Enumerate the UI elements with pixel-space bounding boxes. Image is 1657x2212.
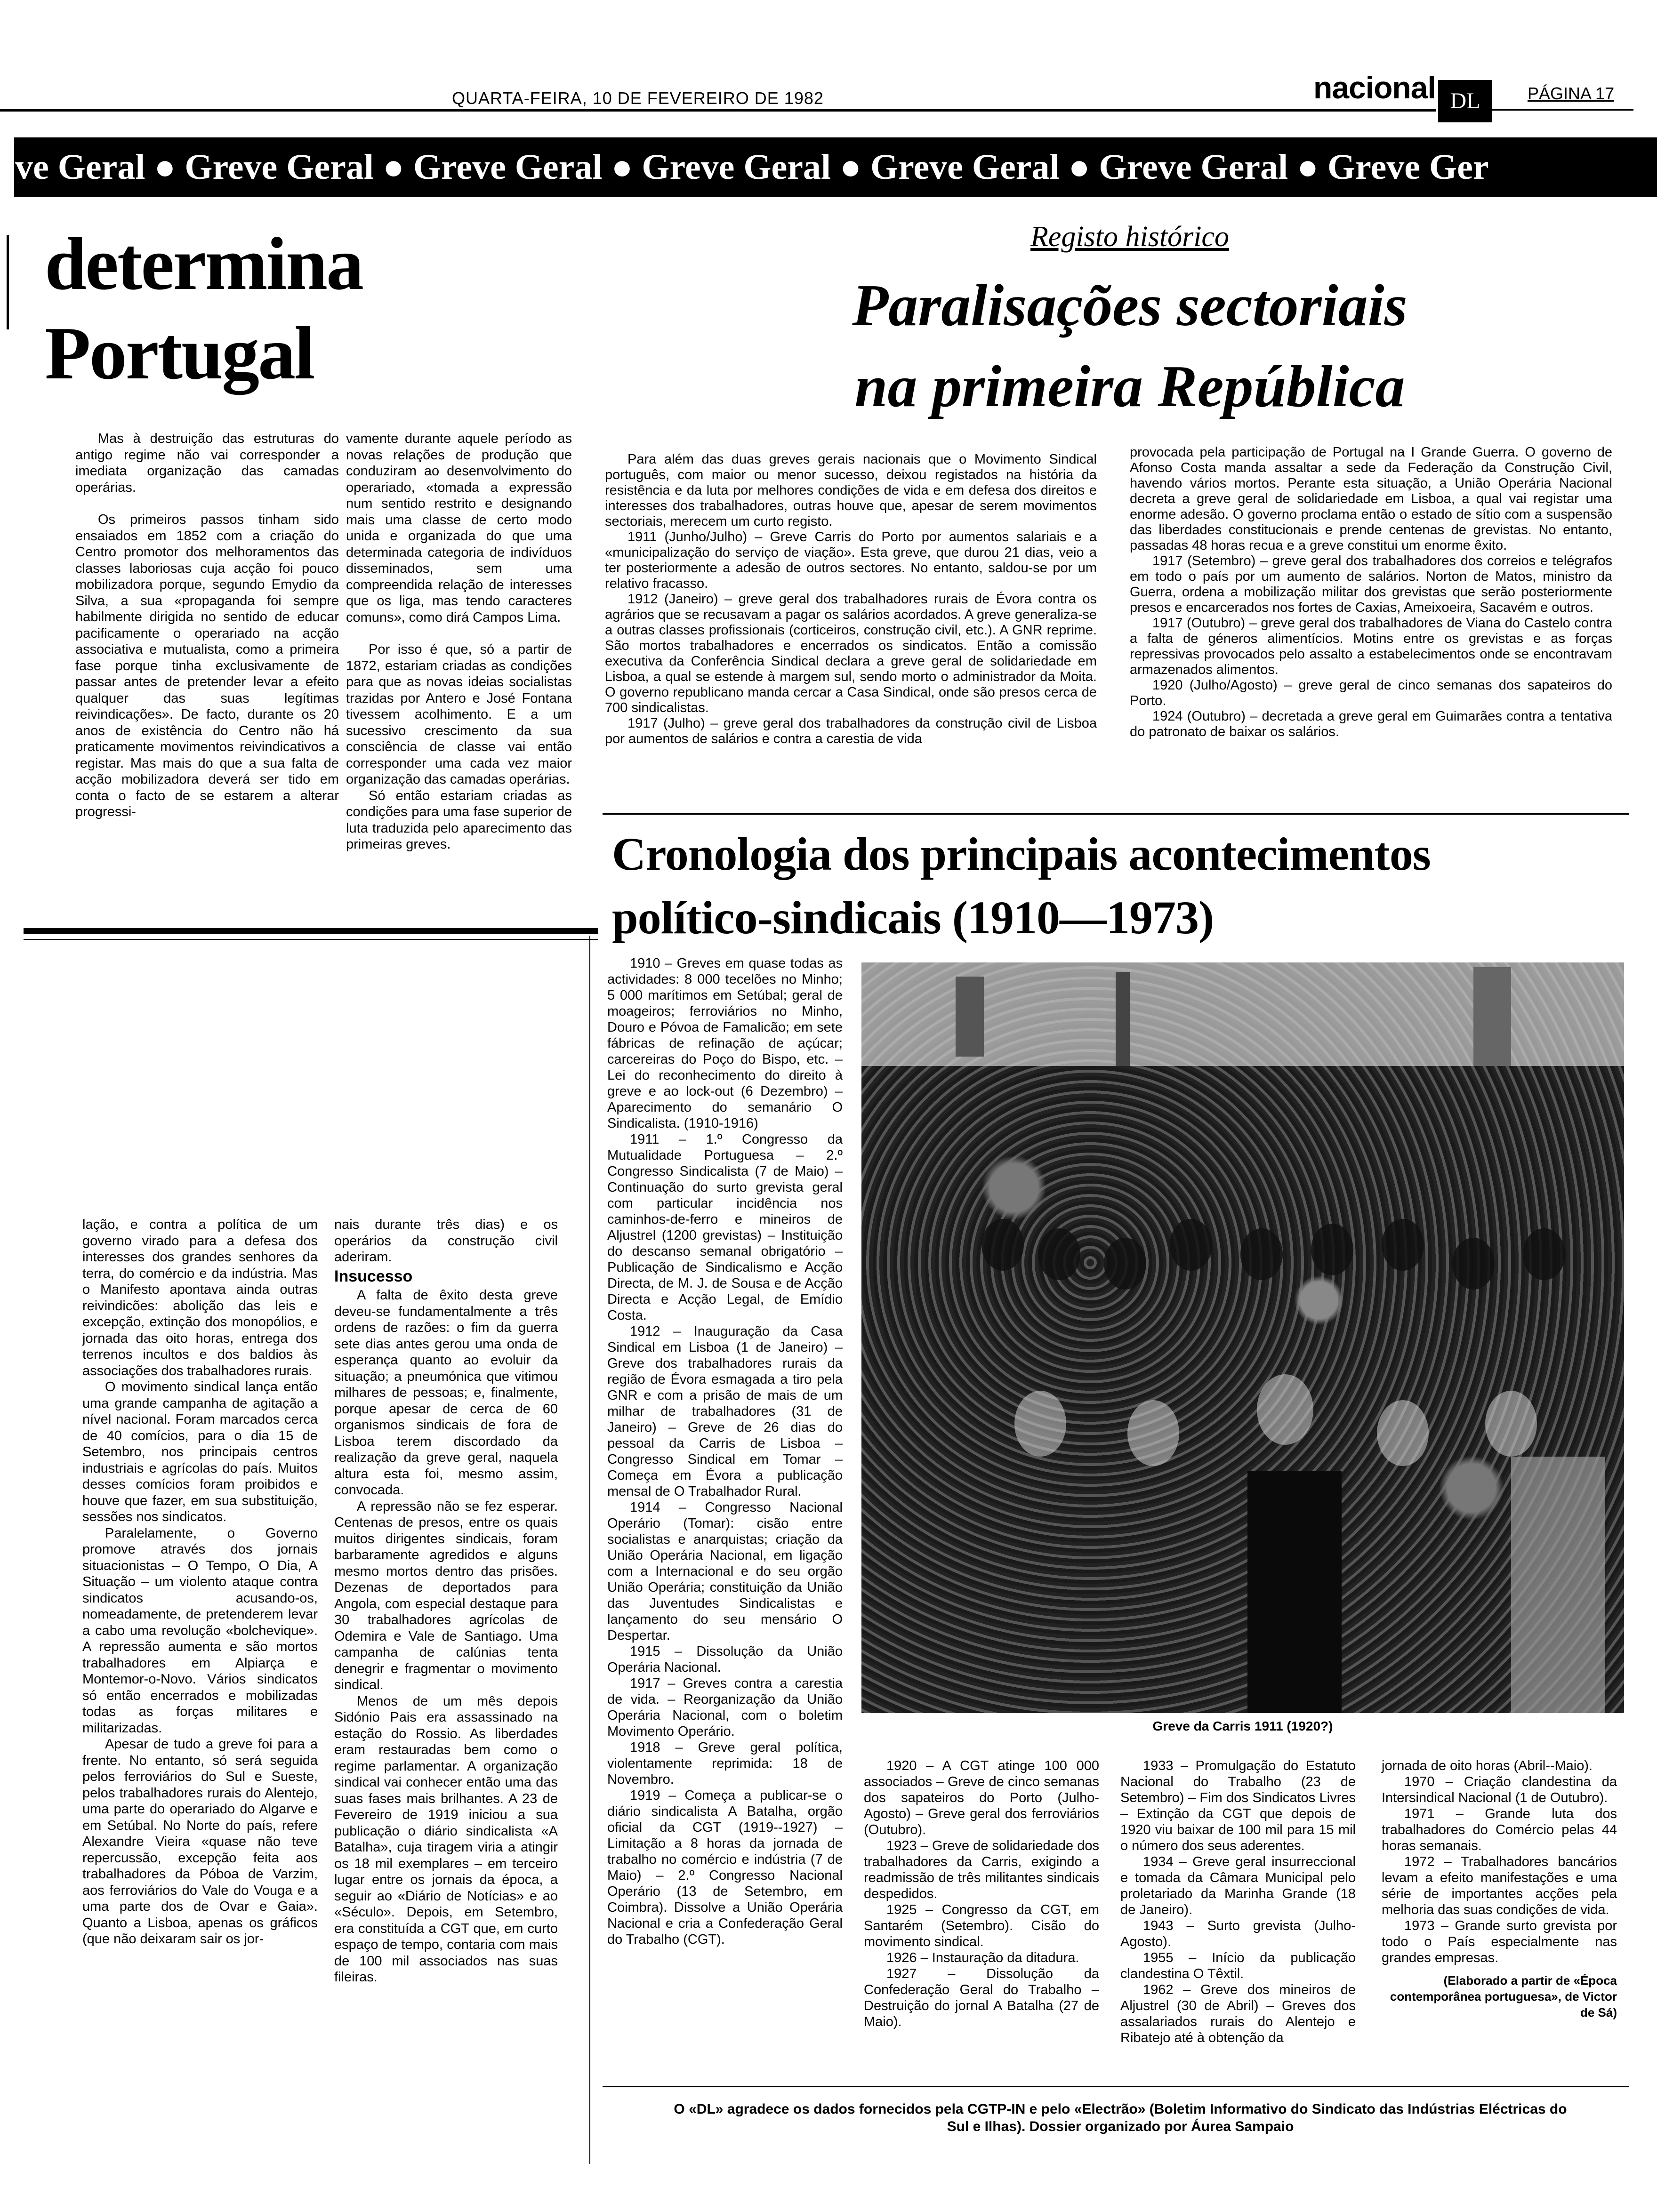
cronologia-column-4: [1382, 1758, 1617, 2020]
paragraph: Apesar de tudo a greve foi para a frente. No entanto, só será seguida pelos ferroviários do Sul e Sueste, pelos trabalhadores rurais do Alentejo, uma parte do operariado do Algarve e em Setúbal. No Norte do país, refere Alexandre Vieira «quase não teve repercussão, excepção feita aos trabalhadores da Póboa de Varzim, aos ferroviários do Vale do Vouga e a uma parte dos de Ovar e Gaia». Quanto a Lisboa, apenas os gráficos (que não deixaram sair os jor-: [82, 1737, 318, 1947]
chronology-entry: 1934 – Greve geral insurreccional e tomada da Câmara Municipal pelo proletariado da Marinha Grande (18 de Janeiro).: [1120, 1854, 1356, 1917]
cronologia-column-3: [1120, 1758, 1356, 2046]
cronologia-column-2: [864, 1758, 1099, 2030]
left-article-column-1: [75, 431, 339, 820]
left-article-title-line2: Portugal: [45, 311, 314, 395]
chronology-entry: 1926 – Instauração da ditadura.: [886, 1950, 1079, 1965]
paragraph: O movimento sindical lança então uma grande campanha de agitação a nível nacional. Foram marcados cerca de 40 comícios, para o dia 15 de Setembro, nos principais centros industriais e agrícolas do país. Muitos desses comícios foram proibidos e houve que fazer, em sua substituição, sessões nos sindicatos.: [82, 1379, 318, 1524]
footer-credit-line1: O «DL» agradece os dados fornecidos pela CGTP-IN e pelo «Electrão» (Boletim Informativo do Sindicato das Indústrias Eléctricas do: [674, 2101, 1567, 2117]
page-number: PÁGINA 17: [1528, 84, 1615, 103]
chronology-entry: 1927 – Dissolução da Confederação Geral do Trabalho – Destruição do jornal A Batalha (27 de Maio).: [864, 1966, 1099, 2029]
left-divider: [24, 928, 598, 934]
paragraph: Só então estariam criadas as condições para uma fase superior de luta traduzida pelo aparecimento das primeiras greves.: [346, 788, 572, 852]
paragraph: 1920 (Julho/Agosto) – greve geral de cinco semanas dos sapateiros do Porto.: [1130, 678, 1612, 708]
left-article-column-4: [334, 1217, 558, 1986]
registo-column-1: [605, 452, 1097, 747]
chronology-entry: 1973 – Grande surto grevista por todo o País especialmente nas grandes empresas.: [1382, 1918, 1617, 1965]
paragraph: Paralelamente, o Governo promove através dos jornais situacionistas – O Tempo, O Dia, A Situação – um violento ataque contra sindicatos acusando-os, nomeadamente, de pretenderem levar a cabo uma revolução «bolchevique». A repressão aumenta e são mortos trabalhadores em Alpiarça e Montemor-o-Novo. Vários sindicatos só então encerrados e mobilizadas todas as forças militares e militarizadas.: [82, 1525, 318, 1736]
paragraph: Por isso é que, só a partir de 1872, estariam criadas as condições para que as novas ideias socialistas trazidas por Antero e José Fontana tivessem acolhimento. E a um sucessivo crescimento da sua consciência de classe vai então corresponder uma cada vez maior organização das camadas operárias.: [346, 642, 572, 787]
chronology-entry: 1943 – Surto grevista (Julho-Agosto).: [1120, 1918, 1356, 1949]
banner-text: ve Geral ● Greve Geral ● Greve Geral ● Greve Geral ● Greve Geral ● Greve Geral ● Greve Ger: [15, 147, 1489, 187]
paragraph: 1912 (Janeiro) – greve geral dos trabalhadores rurais de Évora contra os agrários que se recusavam a pagar os salários acordados. A greve generaliza-se a outras classes profissionais (corticeiros, construção civil, etc.). A GNR reprime. São mortos trabalhadores e encerrados os sindicatos. Então a comissão executiva da Conferência Sindical declara a greve geral de solidariedade em Lisboa, a qual se estende à margem sul, sendo morto o administrador da Moita. O governo republicano manda cercar a Casa Sindical, onde são presos cerca de 700 sindicalistas.: [605, 592, 1097, 715]
footer-rule: [603, 2086, 1629, 2087]
chronology-entry: 1933 – Promulgação do Estatuto Nacional do Trabalho (23 de Setembro) – Fim dos Sindicatos Livres – Extinção da CGT que depois de 1920 viu baixar de 100 mil para 15 mil o número dos seus aderentes.: [1120, 1758, 1356, 1853]
column-separator: [589, 936, 590, 2164]
registo-column-2: [1130, 445, 1612, 740]
chronology-entry: 1970 – Criação clandestina da Intersindical Nacional (1 de Outubro).: [1382, 1774, 1617, 1805]
paragraph: 1911 (Junho/Julho) – Greve Carris do Porto por aumentos salariais e a «municipalização do serviço de viação». Esta greve, que durou 21 dias, veio a ter posteriormente a adesão de outros sectores. No entanto, saldou-se por um relativo fracasso.: [605, 529, 1097, 591]
paragraph: 1917 (Julho) – greve geral dos trabalhadores da construção civil de Lisboa por aumentos de salários e contra a carestia de vida: [605, 716, 1097, 746]
header-rule: [0, 109, 1436, 112]
left-divider-thin: [24, 939, 598, 940]
chronology-entry: 1917 – Greves contra a carestia de vida. – Reorganização da União Operária Nacional, com o boletim Movimento Operário.: [607, 1676, 843, 1739]
source-credit: (Elaborado a partir de «Época contemporânea portuguesa», de Victor de Sá): [1390, 1973, 1617, 2020]
greve-geral-banner: [14, 137, 1657, 197]
photo-overlay: [861, 962, 1624, 1713]
cronologia-column-1: [607, 955, 843, 1948]
dl-logo-text: DL: [1450, 88, 1480, 113]
dl-logo: [1438, 80, 1492, 122]
registo-kicker: Registo histórico: [1030, 221, 1229, 253]
paragraph: provocada pela participação de Portugal na I Grande Guerra. O governo de Afonso Costa manda assaltar a sede da Federação da Construção Civil, havendo vários mortos. Perante esta situação, a União Operária Nacional decreta a greve geral de solidariedade em Lisboa, a qual vai registar uma enorme adesão. O governo proclama então o estado de sítio com a suspensão das liberdades constitucionais e prende centenas de grevistas. No entanto, passadas 48 horas recua e a greve constitui um enorme êxito.: [1130, 445, 1612, 553]
paragraph: nais durante três dias) e os operários da construção civil aderiram.: [334, 1217, 558, 1265]
cronologia-title-line1: Cronologia dos principais acontecimentos: [612, 828, 1431, 880]
chronology-entry: 1914 – Congresso Nacional Operário (Tomar): cisão entre socialistas e anarquistas; criação da União Operária Nacional, em ligação com a Internacional e do seu orgão União Operária; constituição da União das Juventudes Sindicalistas e lançamento do seu mensário O Despertar.: [607, 1500, 843, 1643]
chronology-entry: 1962 – Greve dos mineiros de Aljustrel (30 de Abril) – Greves dos assalariados rurais do Alentejo e Ribatejo até à obtenção da: [1120, 1982, 1356, 2045]
paragraph: lação, e contra a política de um governo virado para a defesa dos interesses dos grandes senhores da terra, do comércio e da indústria. Mas o Manifesto apontava ainda outras reivindicões: abolição das leis e excepção, extinção dos monopólios, e jornada das oito horas, entrega dos terrenos incultos e dos baldios às associações dos trabalhadores rurais.: [82, 1217, 318, 1378]
chronology-entry: 1923 – Greve de solidariedade dos trabalhadores da Carris, exigindo a readmissão de três militantes sindicais despedidos.: [864, 1838, 1099, 1901]
paragraph: A repressão não se fez esperar. Centenas de presos, entre os quais muitos dirigentes sindicais, foram barbaramente agredidos e alguns mesmo mortos dentro das prisões. Dezenas de deportados para Angola, com especial destaque para 30 trabalhadores agrícolas de Odemira e Vale de Santiago. Uma campanha de calúnias tenta denegrir e fragmentar o movimento sindical.: [334, 1499, 558, 1692]
left-article-rule: [7, 235, 9, 329]
paragraph: vamente durante aquele período as novas relações de produção que conduziram ao desenvolvimento do operariado, «tomada a expressão num sentido restrito e designando mais uma classe de certo modo unida e organizada do que uma determinada categoria de indivíduos disseminados, sem uma compreendida relação de interesses que os liga, mas tendo caracteres comuns», como dirá Campos Lima.: [346, 431, 572, 625]
chronology-entry: 1912 – Inauguração da Casa Sindical em Lisboa (1 de Janeiro) – Greve dos trabalhadores rurais da região de Évora esmagada a tiro pela GNR e com a prisão de mais de um milhar de trabalhadores (31 de Janeiro) – Greve de 26 dias do pessoal da Carris de Lisboa – Congresso Sindical em Tomar – Começa em Évora a publicação mensal de O Trabalhador Rural.: [607, 1324, 843, 1499]
subhead-insucesso: Insucesso: [334, 1267, 413, 1285]
footer-credit-line2: Sul e Ilhas). Dossier organizado por Áurea Sampaio: [947, 2119, 1294, 2134]
paragraph: Mas à destruição das estruturas do antigo regime não vai corresponder a imediata organização das camadas operárias.: [75, 431, 339, 495]
chronology-entry: jornada de oito horas (Abril--Maio).: [1382, 1758, 1593, 1773]
registo-title-line1: Paralisações sectoriais: [852, 273, 1408, 338]
registo-bottom-rule: [603, 813, 1629, 815]
chronology-entry: 1911 – 1.º Congresso da Mutualidade Portuguesa – 2.º Congresso Sindicalista (7 de Maio) – Continuação do surto grevista geral com particular incidência nos caminhos-de-ferro e mineiros de Aljustrel (1200 grevistas) – Instituição do descanso semanal obrigatório – Publicação de Sindicalismo e Acção Directa, de M. J. de Sousa e de Acção Directa e Acção Legal, de Emídio Costa.: [607, 1132, 843, 1323]
chronology-entry: 1915 – Dissolução da União Operária Nacional.: [607, 1644, 843, 1675]
paragraph: Para além das duas greves gerais nacionais que o Movimento Sindical português, com maior ou menor sucesso, deixou registados na história da resistência e da luta por melhores condições de vida e em defesa dos direitos e interesses dos trabalhadores, outras houve que, apesar de serem movimentos sectoriais, merecem um curto registo.: [605, 452, 1097, 529]
paragraph: Os primeiros passos tinham sido ensaiados em 1852 com a criação do Centro promotor dos melhoramentos das classes laboriosas cuja acção foi pouco mobilizadora porque, segundo Emydio da Silva, a sua «propaganda foi sempre habilmente dirigida no sentido de educar pacificamente o operariado na acção associativa e mutualista, como a primeira fase porque tinha exclusivamente de passar antes de pretender levar a efeito qualquer das suas legítimas reivindicações». De facto, durante os 20 anos de existência do Centro não há praticamente movimentos reivindicativos a registar. Mas mais do que a sua falta de acção mobilizadora deverá ser tido em conta o facto de se estarem a alterar progressi-: [75, 512, 339, 819]
left-article-column-2: [346, 431, 572, 853]
chronology-entry: 1920 – A CGT atinge 100 000 associados – Greve de cinco semanas dos sapateiros do Porto (Julho-Agosto) – Greve geral dos ferroviários (Outubro).: [864, 1758, 1099, 1837]
paragraph: Menos de um mês depois Sidónio Pais era assassinado na estação do Rossio. As liberdades eram restauradas bem como o regime parlamentar. A organização sindical vai conhecer então uma das suas fases mais brilhantes. A 23 de Fevereiro de 1919 iniciou a sua publicação o diário sindicalista «A Batalha», cuja tiragem viria a atingir os 18 mil exemplares – em terceiro lugar entre os jornais da época, a seguir ao «Diário de Notícias» e ao «Século». Depois, em Setembro, era constituída a CGT que, em curto espaço de tempo, contaria com mais de 100 mil associados nas suas fileiras.: [334, 1693, 558, 1985]
left-article-title-line1: determina: [45, 222, 363, 305]
chronology-entry: 1955 – Início da publicação clandestina O Têxtil.: [1120, 1950, 1356, 1981]
chronology-entry: 1971 – Grande luta dos trabalhadores do Comércio pelas 44 horas semanais.: [1382, 1806, 1617, 1853]
header-date: QUARTA-FEIRA, 10 DE FEVEREIRO DE 1982: [452, 88, 824, 108]
chronology-entry: 1918 – Greve geral política, violentamente reprimida: 18 de Novembro.: [607, 1740, 843, 1787]
header-rule-right: [1492, 109, 1633, 111]
paragraph: A falta de êxito desta greve deveu-se fundamentalmente a três ordens de razões: o fim da guerra sete dias antes gerou uma onda de esperança quanto ao evoluir da situação; a pneumónica que vitimou milhares de pessoas; e, finalmente, porque apesar de cerca de 60 organismos sindicais de fora de Lisboa terem discordado da realização da greve geral, naquela altura esta foi, mesmo assim, convocada.: [334, 1288, 558, 1498]
section-label: nacional: [1313, 70, 1436, 105]
chronology-entry: 1972 – Trabalhadores bancários levam a efeito manifestações e uma série de importantes acções pela melhoria das suas condições de vida.: [1382, 1854, 1617, 1917]
chronology-entry: 1910 – Greves em quase todas as actividades: 8 000 tecelões no Minho; 5 000 marítimos em Setúbal; geral de moageiros; ferroviários no Minho, Douro e Póvoa de Famalicão; em sete fábricas de refinação de açúcar; carcereiras do Poço do Bispo, etc. – Lei do reconhecimento do direito à greve e ao lock-out (6 Dezembro) – Aparecimento do semanário O Sindicalista. (1910-1916): [607, 956, 843, 1131]
paragraph: 1917 (Outubro) – greve geral dos trabalhadores de Viana do Castelo contra a falta de géneros alimentícios. Motins entre os grevistas e as forças repressivas provocados pelo assalto a estabelecimentos onde se encontravam armazenados alimentos.: [1130, 616, 1612, 677]
chronology-entry: 1919 – Começa a publicar-se o diário sindicalista A Batalha, orgão oficial da CGT (1919--1927) – Limitação a 8 horas da jornada de trabalho no comércio e indústria (7 de Maio) – 2.º Congresso Nacional Operário (13 de Setembro, em Coimbra). Dissolve a União Operária Nacional e cria a Confederação Geral do Trabalho (CGT).: [607, 1788, 843, 1947]
photo-caption: Greve da Carris 1911 (1920?): [1152, 1719, 1333, 1733]
left-article-column-3: [82, 1217, 318, 1948]
paragraph: 1924 (Outubro) – decretada a greve geral em Guimarães contra a tentativa do patronato de baixar os salários.: [1130, 709, 1612, 739]
crowd-photo: [861, 962, 1624, 1713]
cronologia-title-line2: político-sindicais (1910—1973): [612, 891, 1214, 944]
chronology-entry: 1925 – Congresso da CGT, em Santarém (Setembro). Cisão do movimento sindical.: [864, 1902, 1099, 1949]
paragraph: 1917 (Setembro) – greve geral dos trabalhadores dos correios e telégrafos em todo o país por um aumento de salários. Norton de Matos, ministro da Guerra, ordena a mobilização militar dos grevistas que serão posteriormente presos e encarcerados nos fortes de Caxias, Ameixoeira, Sacavém e outros.: [1130, 553, 1612, 615]
registo-title-line2: na primeira República: [854, 354, 1405, 419]
